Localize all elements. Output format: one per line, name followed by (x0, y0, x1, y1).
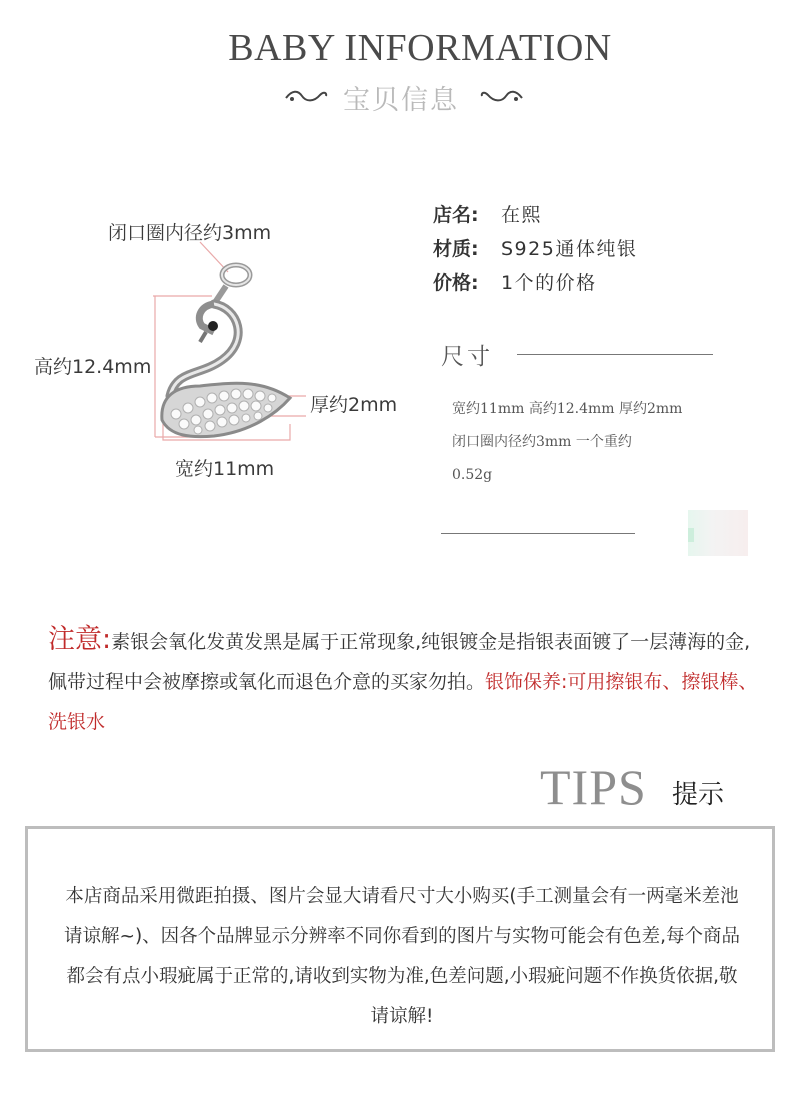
info-label: 店名: (433, 204, 479, 226)
page-title: BABY INFORMATION (228, 27, 612, 69)
divider (441, 533, 635, 534)
thickness-label: 厚约2mm (310, 394, 398, 416)
size-line-1: 宽约11mm 高约12.4mm 厚约2mm (452, 401, 683, 417)
size-description (452, 393, 752, 492)
left-swirl-icon (284, 86, 328, 106)
tips-subtitle: 提示 (672, 780, 725, 810)
info-value: 1个的价格 (501, 272, 597, 294)
size-heading: 尺寸 (441, 344, 493, 370)
info-label: 材质: (433, 238, 479, 260)
decorative-swatch (688, 510, 748, 556)
info-row-shop (433, 200, 637, 234)
product-illustration (0, 200, 420, 500)
product-info-list (433, 200, 637, 302)
info-row-price (433, 268, 637, 302)
width-label: 宽约11mm (175, 458, 275, 480)
right-swirl-icon (480, 86, 524, 106)
info-value: 在熙 (501, 204, 543, 226)
size-line-2: 闭口圈内径约3mm 一个重约 (452, 434, 632, 450)
tips-box (25, 826, 775, 1052)
notice-paragraph (48, 620, 764, 742)
tips-text: 本店商品采用微距拍摄、图片会显大请看尺寸大小购买(手工测量会有一两毫米差池请谅解~)、因各个品牌显示分辨率不同你看到的图片与实物可能会有色差,每个商品都会有点小瑕疵属于正常的,请收到实物为准,色差问题,小瑕疵问题不作换货依据,敬请谅解! (63, 886, 741, 1027)
divider (517, 354, 713, 355)
notice-label: 注意: (48, 624, 112, 655)
info-label: 价格: (433, 272, 479, 294)
ring-diameter-label: 闭口圈内径约3mm (108, 222, 272, 244)
info-row-material (433, 234, 637, 268)
size-line-3: 0.52g (452, 467, 493, 483)
care-instructions: 银饰保养:可用擦银布、擦银棒、洗银水 (48, 671, 758, 733)
info-value: S925通体纯银 (501, 238, 638, 260)
tips-title: TIPS (540, 759, 647, 815)
notice-body: 素银会氧化发黄发黑是属于正常现象,纯银镀金是指银表面镀了一层薄海的金,佩带过程中会被摩擦或氧化而退色介意的买家勿拍。 (48, 631, 751, 693)
subtitle-row (284, 78, 524, 114)
decorative-swatch-edge (688, 528, 694, 542)
height-label: 高约12.4mm (34, 356, 152, 378)
page-subtitle: 宝贝信息 (343, 85, 459, 116)
